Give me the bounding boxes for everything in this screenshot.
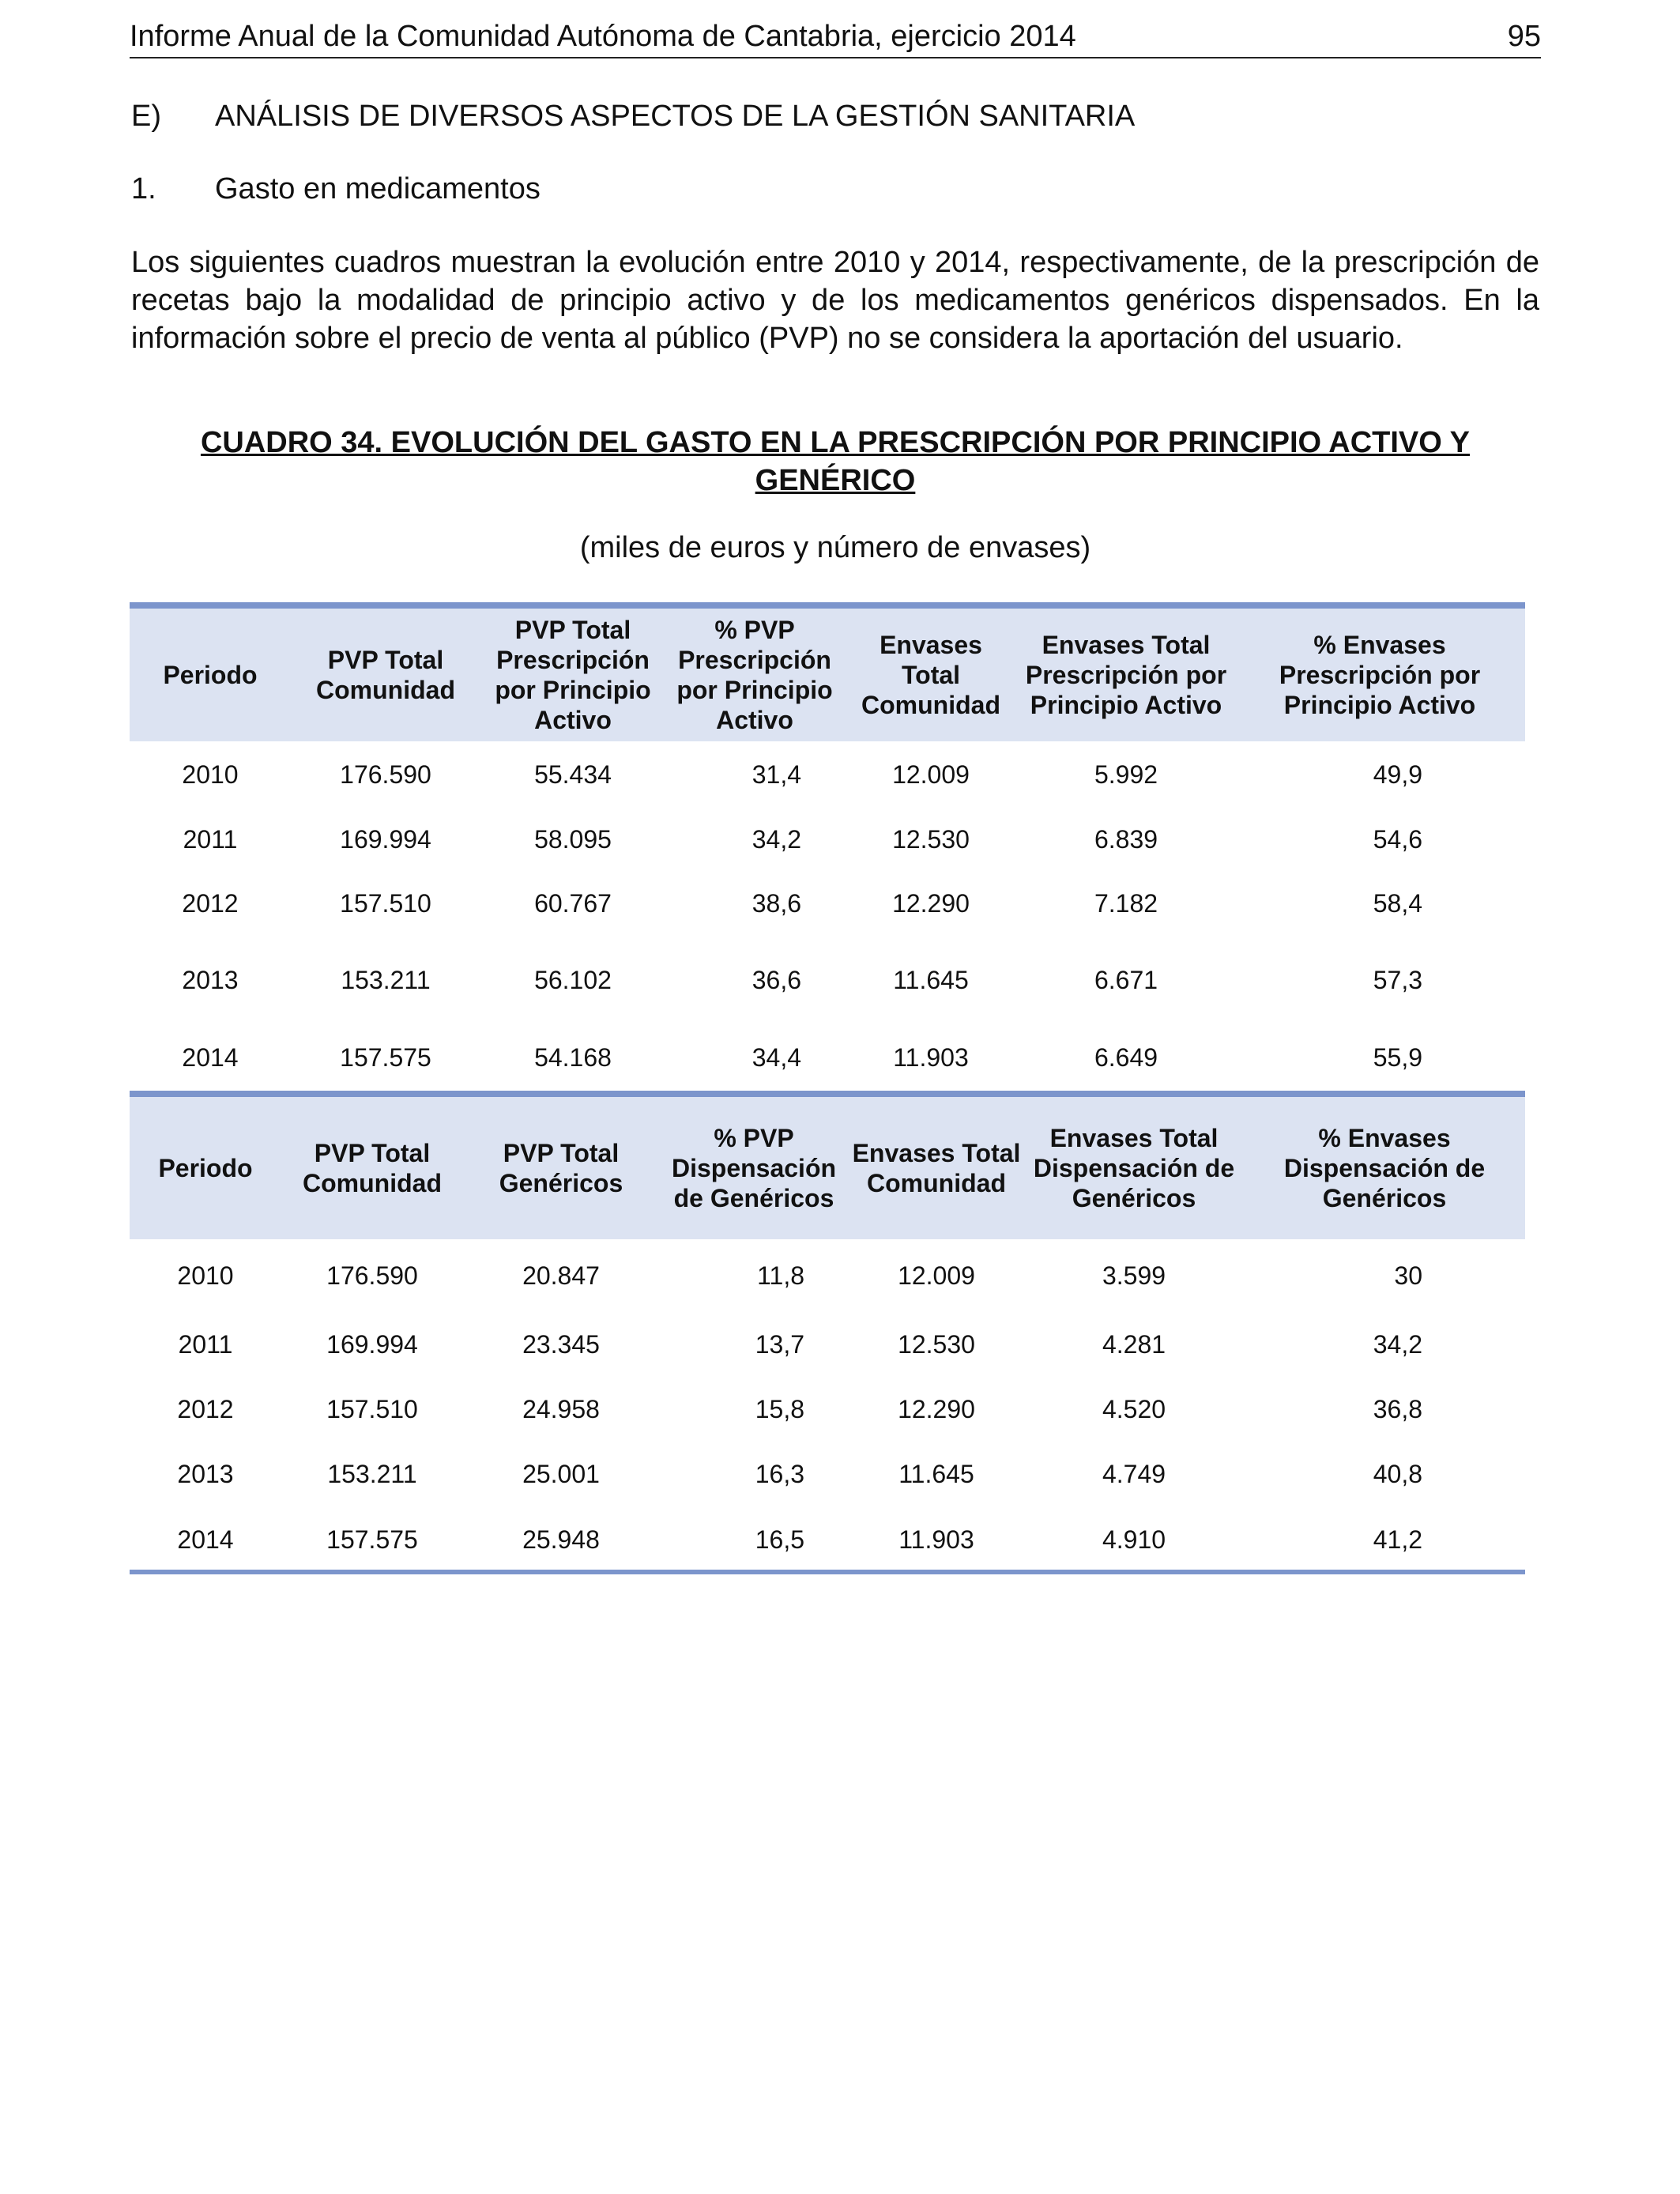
- table-cell: 2014: [177, 1525, 234, 1554]
- table-cell: 54,6: [1373, 824, 1422, 854]
- table-cell: 41,2: [1373, 1525, 1422, 1554]
- table1-header: % PVP Prescripción por Principio Activo: [665, 609, 844, 741]
- table-cell: 7.182: [1094, 888, 1158, 918]
- table-cell: 56.102: [534, 965, 612, 994]
- section-title: ANÁLISIS DE DIVERSOS ASPECTOS DE LA GESTIÓN SANITARIA: [215, 100, 1136, 133]
- table-cell: 2011: [183, 824, 238, 854]
- table-cell: 16,5: [755, 1525, 804, 1554]
- table-cell: 57,3: [1373, 965, 1422, 994]
- table-cell: 54.168: [534, 1042, 612, 1072]
- table-principio-activo: [130, 609, 1525, 1091]
- table-cell: 169.994: [326, 1329, 418, 1359]
- table-cell: 58.095: [534, 824, 612, 854]
- table-cell: 157.575: [340, 1042, 431, 1072]
- table-cell: 153.211: [327, 1459, 417, 1488]
- table2-header: Envases Total Dispensación de Genéricos: [1024, 1097, 1244, 1239]
- table-cell: 2011: [178, 1329, 233, 1359]
- table2-header: PVP Total Genéricos: [463, 1097, 659, 1239]
- page-number: 95: [1507, 20, 1541, 53]
- subsection-title: Gasto en medicamentos: [215, 172, 541, 205]
- table-cell: 5.992: [1094, 760, 1158, 789]
- table1-header: % Envases Prescripción por Principio Activo: [1234, 609, 1525, 741]
- table-cell: 15,8: [755, 1394, 804, 1423]
- table-cell: 25.948: [522, 1525, 600, 1554]
- table-cell: 60.767: [534, 888, 612, 918]
- table-cell: 12.290: [892, 888, 970, 918]
- table-cell: 157.575: [326, 1525, 418, 1554]
- table-cell: 11.645: [893, 965, 969, 994]
- table-cell: 24.958: [522, 1394, 600, 1423]
- table-row: [130, 1312, 1525, 1377]
- table-cell: 55,9: [1373, 1042, 1422, 1072]
- table-cell: 2010: [182, 760, 239, 789]
- table-cell: 176.590: [326, 1261, 418, 1290]
- table-cell: 11.645: [898, 1459, 974, 1488]
- table1-header: Envases Total Comunidad: [844, 609, 1018, 741]
- table2-header: % PVP Dispensación de Genéricos: [659, 1097, 849, 1239]
- table-cell: 4.910: [1102, 1525, 1166, 1554]
- table-cell: 12.009: [898, 1261, 975, 1290]
- table-cell: 12.009: [892, 760, 970, 789]
- table2-bottom-rule: [130, 1570, 1525, 1574]
- table-row: [130, 1024, 1525, 1091]
- table-cell: 2013: [177, 1459, 234, 1488]
- table-cell: 16,3: [755, 1459, 804, 1488]
- report-title: Informe Anual de la Comunidad Autónoma de Cantabria, ejercicio 2014: [130, 20, 1076, 53]
- table-cell: 176.590: [340, 760, 431, 789]
- table-cell: 30: [1394, 1261, 1422, 1290]
- table-cell: 13,7: [755, 1329, 804, 1359]
- table1-top-rule: [130, 602, 1525, 609]
- table-cell: 2012: [177, 1394, 234, 1423]
- table-cell: 49,9: [1373, 760, 1422, 789]
- table1-header: PVP Total Comunidad: [291, 609, 480, 741]
- table-cell: 23.345: [522, 1329, 600, 1359]
- table-cell: 157.510: [340, 888, 431, 918]
- table1-header-row: [130, 609, 1525, 741]
- table2-header: PVP Total Comunidad: [281, 1097, 463, 1239]
- table-cell: 2014: [182, 1042, 239, 1072]
- table-row: [130, 871, 1525, 936]
- table-cell: 2012: [182, 888, 239, 918]
- table1-header: PVP Total Prescripción por Principio Activo: [480, 609, 665, 741]
- table-cell: 36,8: [1373, 1394, 1422, 1423]
- table-cell: 4.749: [1102, 1459, 1166, 1488]
- table-caption: CUADRO 34. EVOLUCIÓN DEL GASTO EN LA PRESCRIPCIÓN POR PRINCIPIO ACTIVO Y GENÉRICO: [200, 426, 1471, 497]
- table2-top-rule: [130, 1091, 1525, 1097]
- table-row: [130, 1377, 1525, 1442]
- table-cell: 4.520: [1102, 1394, 1166, 1423]
- subsection-heading: [131, 172, 541, 206]
- table-row: [130, 1239, 1525, 1312]
- table-cell: 34,4: [751, 1042, 801, 1072]
- table-cell: 11.903: [898, 1525, 974, 1554]
- table-cell: 4.281: [1102, 1329, 1166, 1359]
- table-cell: 38,6: [751, 888, 801, 918]
- table-row: [130, 1506, 1525, 1573]
- table-cell: 6.671: [1094, 965, 1158, 994]
- table1-header: Envases Total Prescripción por Principio Activo: [1018, 609, 1234, 741]
- table1-header: Periodo: [130, 609, 291, 741]
- table-cell: 55.434: [534, 760, 612, 789]
- table-cell: 34,2: [751, 824, 801, 854]
- table-cell: 40,8: [1373, 1459, 1422, 1488]
- table-cell: 6.839: [1094, 824, 1158, 854]
- table2-header-row: [130, 1097, 1525, 1239]
- table-cell: 36,6: [751, 965, 801, 994]
- table-row: [130, 808, 1525, 871]
- table-cell: 25.001: [522, 1459, 600, 1488]
- table-cell: 11,8: [757, 1261, 804, 1290]
- table-cell: 20.847: [522, 1261, 600, 1290]
- table-cell: 157.510: [326, 1394, 418, 1423]
- table-genericos: [130, 1097, 1525, 1573]
- table-cell: 169.994: [340, 824, 431, 854]
- table2-header: Envases Total Comunidad: [849, 1097, 1024, 1239]
- table-cell: 34,2: [1373, 1329, 1422, 1359]
- table-cell: 12.290: [898, 1394, 975, 1423]
- table-cell: 58,4: [1373, 888, 1422, 918]
- table-cell: 6.649: [1094, 1042, 1158, 1072]
- subsection-number: 1.: [131, 172, 156, 205]
- table-row: [130, 936, 1525, 1024]
- table-cell: 153.211: [341, 965, 431, 994]
- table-cell: 11.903: [893, 1042, 969, 1072]
- table-cell: 12.530: [898, 1329, 975, 1359]
- table-row: [130, 741, 1525, 808]
- section-letter: E): [131, 100, 161, 133]
- table-cell: 3.599: [1102, 1261, 1166, 1290]
- table2-header: % Envases Dispensación de Genéricos: [1244, 1097, 1525, 1239]
- table-cell: 2010: [177, 1261, 234, 1290]
- table-cell: 12.530: [892, 824, 970, 854]
- section-heading: [131, 100, 1135, 134]
- table2-header: Periodo: [130, 1097, 281, 1239]
- table-row: [130, 1442, 1525, 1506]
- page-header: [130, 17, 1541, 58]
- table-cell: 31,4: [751, 760, 801, 789]
- intro-paragraph: Los siguientes cuadros muestran la evolución entre 2010 y 2014, respectivamente, de la prescripción de recetas bajo la modalidad de principio activo y de los medicamentos genéricos dispensados. En la información sobre el precio de venta al público (PVP) no se considera la aportación del usuario.: [131, 246, 1539, 355]
- table-cell: 2013: [182, 965, 239, 994]
- table-units: (miles de euros y número de envases): [579, 531, 1091, 564]
